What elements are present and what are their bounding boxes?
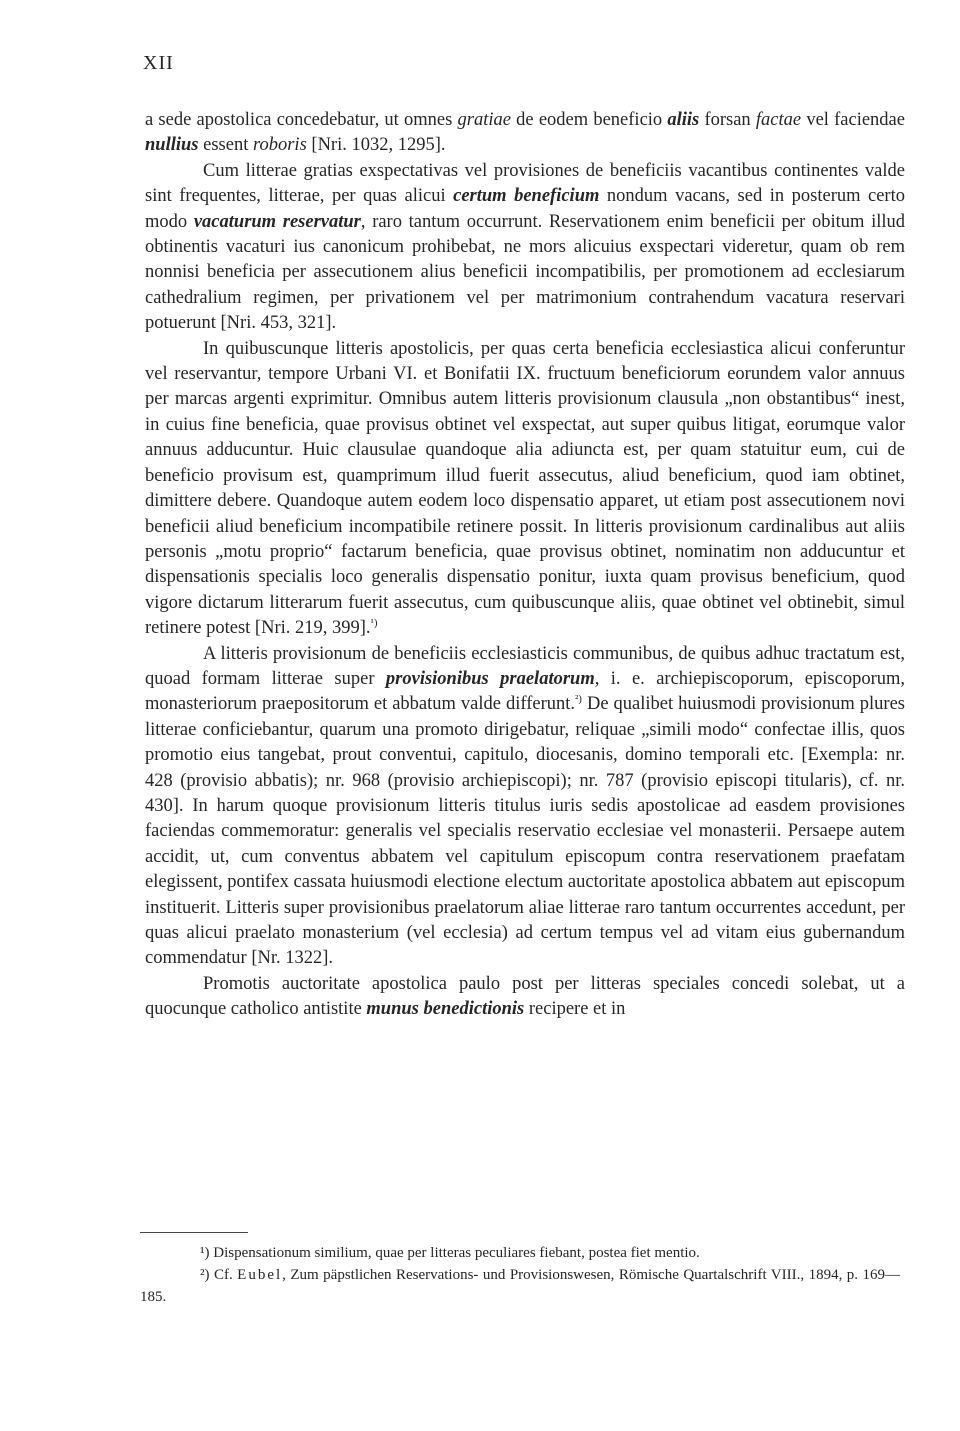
italic-run: roboris — [252, 135, 307, 156]
italic-run: aliis — [667, 110, 700, 130]
italic-run: vacaturum reservatur — [193, 211, 361, 232]
footnote-text: , Zum päpstlichen Reservations- und Provisionswesen, Römische Quartalschrift VIII., 1894, p. 169—185. — [140, 1267, 901, 1305]
main-text — [145, 108, 905, 1023]
footnote-reference-1: ¹) — [370, 616, 378, 629]
text-run: A litteris provisionum de beneficiis ecclesiasticis communibus, de quibus adhuc tractatum est, quoad formam litterae super — [145, 643, 905, 689]
text-run: , raro tantum occurrunt. Reservationem enim beneficii per obitum illud obtinentis vacaturi ius canonicum prohibebat, ne mors alicuius exspectari videretur, quam ob rem nonnisi beneficia per assecutionem alius beneficii incompatibilis, per promotionem ad ecclesiarum cathedralium regimen, per privationem vel per matrimonium contrahendum vacatura reservari potuerunt [Nri. 453, 321]. — [145, 211, 906, 334]
footnote-marker: ¹) — [200, 1245, 210, 1261]
footnote-2 — [140, 1264, 900, 1308]
italic-run: factae — [755, 110, 802, 130]
italic-run: certum beneficium — [453, 186, 600, 207]
paragraph-3 — [145, 337, 905, 642]
text-run: [Nri. 1032, 1295]. — [306, 135, 446, 156]
text-run: forsan — [699, 110, 756, 130]
footnote-author: Eubel — [237, 1267, 283, 1283]
italic-run: munus benedictionis — [366, 999, 525, 1020]
footnotes — [140, 1242, 900, 1308]
text-run: In quibuscunque litteris apostolicis, per quas certa beneficia ecclesiastica alicui conferuntur vel reservantur, tempore Urbani VI. et Bonifatii IX. fructuum beneficiorum eorundem valor annuus per marcas argenti exprimitur. Omnibus autem litteris provisionum clausula „non obstantibus“ inest, in cuius fine beneficia, quae provisus obtinet vel exspectat, aut super quibus litigat, eorumque valor annuus adducuntur. Huic clausulae quandoque alia adiuncta est, per quam statuitur eum, cui de beneficio provisum est, quamprimum illud fuerit assecutus, aliud beneficium, quod iam obtinet, dimittere debere. Quandoque autem eodem loco dispensatio apparet, ut etiam post assecutionem novi beneficii aliud beneficium incompatibile retinere possit. In litteris provisionum cardinalibus aut aliis personis „motu proprio“ factarum beneficia, quae provisus obtinet, nominatim non adducuntur et dispensationis specialis loco generalis dispensatio ponitur, iuxta quam provisus beneficium, quod vigore dictarum litterarum fuerit assecutus, cum quibuscunque aliis, quae obtinet vel obtinebit, simul retinere potest [Nri. 219, 399]. — [145, 338, 905, 639]
footnote-text: Dispensationum similium, quae per litteras peculiares fiebant, postea fiet mentio. — [209, 1245, 700, 1261]
italic-run: nullius — [145, 135, 199, 156]
paragraph-2 — [145, 159, 905, 337]
text-run: Promotis auctoritate apostolica paulo post per litteras speciales concedi solebat, ut a quocunque catholico antistite — [145, 973, 905, 1020]
paragraph-5 — [145, 972, 905, 1023]
text-run: De qualibet huiusmodi provisionum plures litterae conficiebantur, quarum una promoto dirigebatur, reliquae „simili modo“ confectae illis, quos promotio eius tangebat, prout conventui, capitulo, diocesanis, domino temporali etc. [Exempla: nr. 428 (provisio abbatis); nr. 968 (provisio archiepiscopi); nr. 787 (provisio episcopi titularis), cf. nr. 430]. In harum quoque provisionum litteris titulus iuris sedis apostolicae ad easdem provisiones faciendas commemoratur: generalis vel specialis reservatio ecclesiae vel monasterii. Persaepe autem accidit, ut, cum conventus abbatem vel capitulum episcopum contra reservationem praefatam elegissent, pontifex cassata huiusmodi electione electum auctoritate apostolica abbatem aut episcopum instituerit. Litteris super provisionibus praelatorum aliae litterae raro tantum occurrentes accedunt, per quas alicui praelato monasterium (vel ecclesia) ad certum tempus vel ad vitam eius gubernandum commendatur [Nr. 1322]. — [145, 694, 905, 969]
page-number: XII — [143, 52, 174, 74]
paragraph-1 — [145, 108, 905, 159]
text-run: a sede apostolica concedebatur, ut omnes — [145, 110, 458, 130]
text-run: nondum vacans, sed in posterum certo modo — [145, 186, 905, 232]
footnote-1 — [140, 1242, 900, 1264]
text-run: recipere et in — [524, 999, 626, 1020]
footnote-marker: ²) — [200, 1267, 210, 1283]
text-run: de eodem beneficio — [510, 110, 668, 130]
footnote-divider — [140, 1232, 248, 1233]
paragraph-4 — [145, 642, 905, 972]
text-run: essent — [198, 135, 253, 156]
italic-run: gratiae — [457, 110, 511, 130]
footnote-text: Cf. — [209, 1267, 238, 1283]
italic-run: provisionibus praelatorum — [385, 668, 595, 689]
footnote-reference-2: ²) — [575, 693, 582, 706]
text-run: , i. e. archiepiscoporum, episcoporum, monasteriorum praepositorum et abbatum valde differunt. — [145, 668, 905, 715]
text-run: Cum litterae gratias exspectativas vel provisiones de beneficiis vacantibus continentes valde sint frequentes, litterae, per quas alicui — [145, 160, 905, 207]
text-run: vel faciendae — [801, 110, 905, 130]
